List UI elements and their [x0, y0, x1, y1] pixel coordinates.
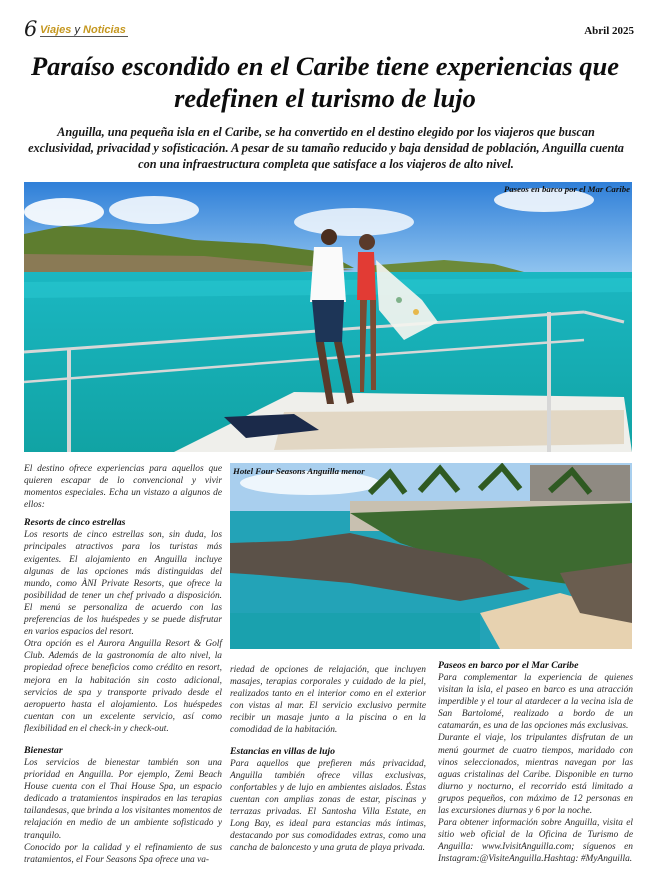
villas-paragraph: Para aquellos que prefieren más privacidad, Anguilla también ofrece villas exclusivas, confortables y de lujo en ambientes aislados. Éstas cuentan con amplias zonas de estar, piscinas y terrazas privadas. El Santosha Villa Estate, en Long Bay, es ideal para estancias más íntimas, destacando por sus comodidades extras, como una cancha de baloncesto y una gruta de playa privada.	[230, 758, 426, 854]
text-column-3	[438, 660, 633, 866]
barco-paragraph-1: Para complementar la experiencia de quienes visitan la isla, el paseo en barco es una atracción imperdible y el tour al atardecer a la vecina isla de San Bartolomé, realizado a bordo de un catamarán, es una de las opciones más exclusivas.	[438, 673, 633, 732]
resorts-paragraph-1: Los resorts de cinco estrellas son, sin duda, los principales atractivos para los turistas más exigentes. El alojamiento en Anguilla incluye algunas de las opciones más distinguidas del mundo, como ÀNI Private Resorts, que ofrece la posibilidad de tener un chef privado a disposición. El menú se personaliza de acuerdo con las preferencias de los huéspedes y se puede disfrutar en varios espacios del resort.	[24, 530, 222, 638]
hotel-photo	[230, 463, 632, 649]
section-second: Noticias	[83, 24, 126, 36]
intro-paragraph: El destino ofrece experiencias para aquellos que quieren escapar de lo convencional y vivir momentos especiales. Echa un vistazo a algunos de ellos:	[24, 464, 222, 511]
spa-paragraph: riedad de opciones de relajación, que incluyen masajes, terapias corporales y cuidado de la piel, realizados tanto en el interior como en el exterior con vistas al mar. El servicio exclusivo permite recibir un masaje junto a la piscina o en la comodidad de la habitación.	[230, 665, 426, 736]
boat-photo-caption: Paseos en barco por el Mar Caribe	[503, 184, 630, 194]
article-title: Paraíso escondido en el Caribe tiene experiencias que redefinen el turismo de lujo	[30, 51, 620, 113]
boat-photo	[24, 182, 632, 452]
boat-scene-illustration	[24, 182, 632, 452]
resorts-paragraph-2: Otra opción es el Aurora Anguilla Resort & Golf Club. Además de la gastronomía de alto nivel, la propiedad ofrece beneficios como crédito en resort, mejora en la habitación sin costo adicional, servicios de spa y transporte privado desde el aeropuerto hasta el alojamiento. Los huéspedes cuentan con un excelente servicio, así como flexibilidad en el check-in y check-out.	[24, 639, 222, 734]
bienestar-paragraph-2: Conocido por la calidad y el refinamiento de sus tratamientos, el Four Seasons Spa ofrece una va-	[24, 842, 222, 865]
page-number: 6	[24, 17, 38, 41]
barco-paragraph-2: Durante el viaje, los tripulantes disfrutan de un menú gourmet de cuatro tiempos, maridado con vinos seleccionados, mientras navegan por las aguas cristalinas del Caribe. Disponible en turno diurno y nocturno, el recorrido está limitado a grupos pequeños, con máximo de 12 personas en las excursiones diurnas y 6 por la noche.	[438, 733, 633, 817]
issue-date: Abril 2025	[584, 25, 634, 37]
article-lead: Anguilla, una pequeña isla en el Caribe, se ha convertido en el destino elegido por los viajeros que buscan exclusividad, privacidad y sofisticación. A pesar de su tamaño reducido y baja densidad de población, Anguilla cuenta con una infraestructura completa que satisface a los viajeros de alto nivel.	[28, 125, 624, 171]
heading-barco: Paseos en barco por el Mar Caribe	[438, 660, 579, 671]
heading-resorts: Resorts de cinco estrellas	[24, 517, 126, 529]
text-column-2	[230, 664, 426, 854]
heading-bienestar: Bienestar	[24, 744, 63, 756]
section-label	[40, 24, 128, 37]
section-main: Viajes	[40, 24, 72, 36]
hotel-photo-caption: Hotel Four Seasons Anguilla menor	[233, 466, 365, 476]
page-header	[24, 17, 634, 42]
section-joiner: y	[74, 24, 80, 36]
bienestar-paragraph-1: Los servicios de bienestar también son una prioridad en Anguilla. Por ejemplo, Zemi Beach House cuenta con el Thai House Spa, un espacio dedicado a tratamientos inspirados en las terapias tailandesas, que brinda a los visitantes momentos de relajación en medio de un ambiente sofisticado y tranquilo.	[24, 757, 222, 841]
hotel-scene-illustration	[230, 463, 632, 649]
text-column-1	[24, 463, 222, 866]
barco-paragraph-3: Para obtener información sobre Anguilla, visita el sitio web oficial de la Oficina de Turismo de Anguilla: www.IvisitAnguilla.com; síguenos en Instagram:@VisiteAnguilla.Hashtag: #MyAnguilla.	[438, 818, 633, 865]
heading-villas: Estancias en villas de lujo	[230, 745, 336, 757]
